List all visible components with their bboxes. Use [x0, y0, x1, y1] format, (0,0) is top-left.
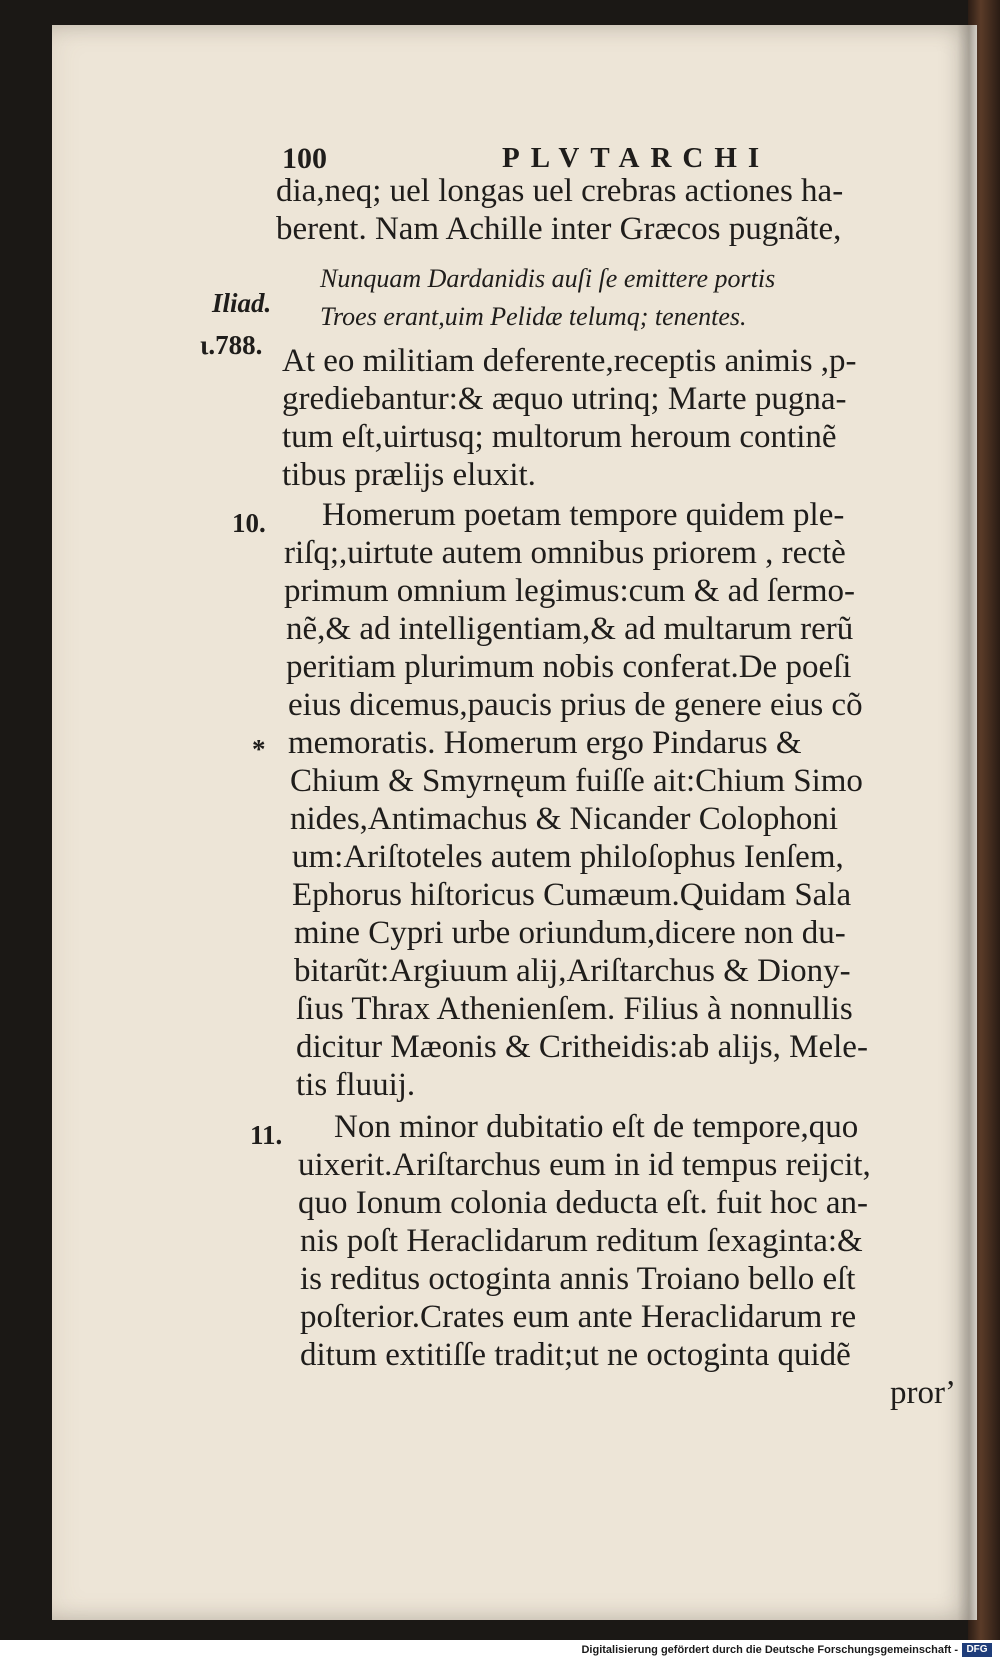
text-line: ditum extitiſſe tradit;ut ne octoginta quidẽ	[300, 1337, 851, 1373]
verse-line: Nunquam Dardanidis auſi ſe emittere portis	[320, 264, 776, 293]
text-line: tibus prælijs eluxit.	[282, 457, 536, 493]
text-line: Chium & Smyrnęum fuiſſe ait:Chium Simo	[290, 763, 863, 799]
text-line: riſq;,uirtute autem omnibus priorem , rectè	[284, 535, 846, 571]
text-line: tum eſt,uirtusq; multorum heroum continẽ	[282, 419, 837, 455]
text-line: peritiam plurimum nobis conferat.De poeſi	[286, 649, 852, 685]
text-line: dia,neq; uel longas uel crebras actiones ha-	[276, 173, 844, 209]
text-line: poſterior.Crates eum ante Heraclidarum re	[300, 1299, 857, 1335]
page-fold-shadow	[957, 25, 977, 1620]
text-line: At eo militiam deferente,receptis animis ,p-	[282, 343, 857, 379]
text-line: dicitur Mæonis & Critheidis:ab alijs, Mele-	[296, 1029, 868, 1065]
section-number-11: 11.	[250, 1120, 283, 1150]
text-line: grediebantur:& æquo utrinq; Marte pugna-	[282, 381, 847, 417]
text-line: bitarũt:Argiuum alij,Ariſtarchus & Diony-	[294, 953, 851, 989]
catchword: prorʼ	[890, 1375, 956, 1411]
text-line: nis poſt Heraclidarum reditum ſexaginta:&	[300, 1223, 863, 1259]
footer-bar	[0, 1640, 1000, 1662]
page-number: 100	[282, 142, 327, 175]
text-line: Homerum poetam tempore quidem ple-	[322, 497, 845, 533]
margin-ref-iliad: Iliad.	[212, 288, 272, 318]
text-line: berent. Nam Achille inter Græcos pugnãte,	[276, 211, 842, 247]
margin-ref-verse-number: ι.788.	[200, 330, 263, 360]
text-line: uixerit.Ariſtarchus eum in id tempus reijcit,	[298, 1147, 871, 1183]
running-head: PLVTARCHI	[502, 142, 771, 174]
text-line: nides,Antimachus & Nicander Colophoni	[290, 801, 839, 837]
margin-asterisk: *	[252, 734, 266, 764]
text-line: mine Cypri urbe oriundum,dicere non du-	[294, 915, 846, 951]
text-line: memoratis. Homerum ergo Pindarus &	[288, 725, 802, 761]
section-number-10: 10.	[232, 508, 266, 538]
text-line: ſius Thrax Athenienſem. Filius à nonnullis	[296, 991, 853, 1027]
text-line: um:Ariſtoteles autem philoſophus Ienſem,	[292, 839, 844, 875]
text-line: nẽ,& ad intelligentiam,& ad multarum rerũ	[286, 611, 854, 647]
digitization-credit: Digitalisierung gefördert durch die Deutsche Forschungsgemeinschaft -	[581, 1644, 958, 1656]
text-line: primum omnium legimus:cum & ad ſermo-	[284, 573, 856, 609]
text-line: eius dicemus,paucis prius de genere eius cõ	[288, 687, 863, 723]
text-line: Non minor dubitatio eſt de tempore,quo	[334, 1109, 859, 1145]
text-line: Ephorus hiſtoricus Cumæum.Quidam Sala	[292, 877, 852, 913]
text-line: is reditus octoginta annis Troiano bello eſt	[300, 1261, 856, 1297]
verse-line: Troes erant,uim Pelidæ telumq; tenentes.	[320, 302, 747, 331]
text-line: quo Ionum colonia deducta eſt. fuit hoc an-	[298, 1185, 868, 1221]
text-line: tis fluuij.	[296, 1067, 416, 1103]
dfg-logo-icon: DFG	[962, 1643, 992, 1657]
